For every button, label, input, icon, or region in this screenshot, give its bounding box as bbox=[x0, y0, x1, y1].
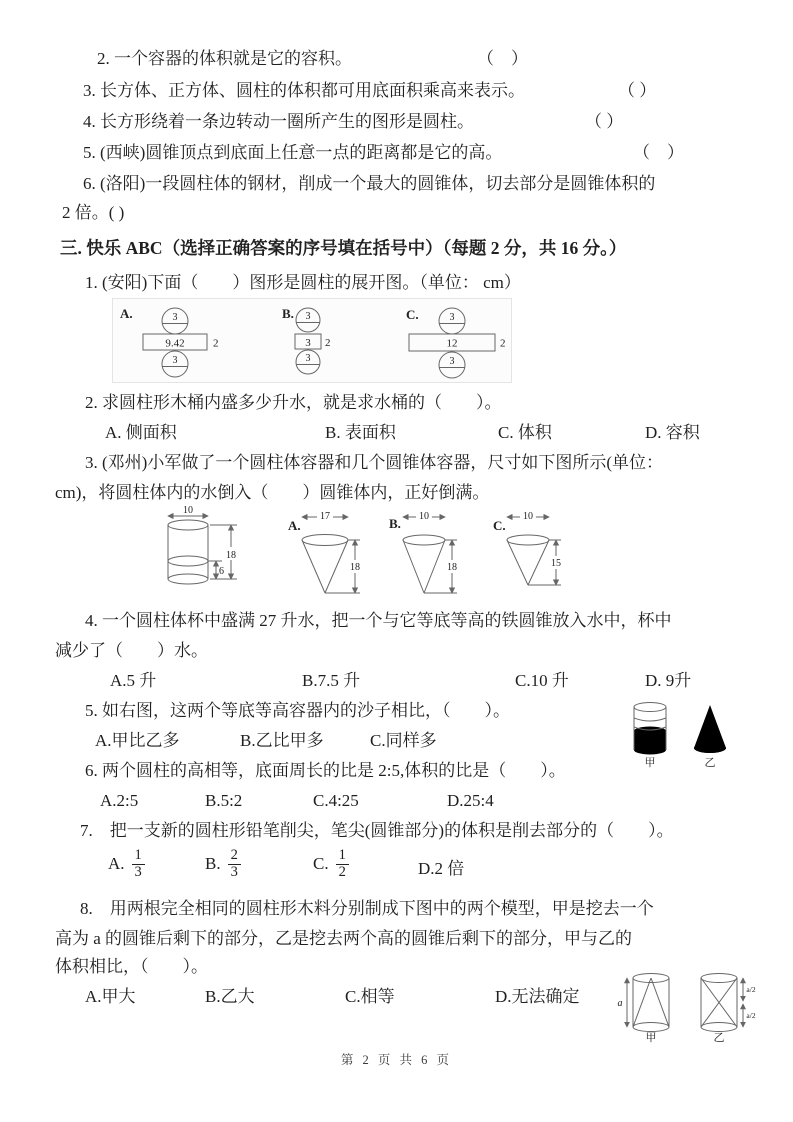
svg-text:3: 3 bbox=[449, 312, 455, 323]
judge-item-6-line1: 6. (洛阳)一段圆柱体的钢材，削成一个最大的圆锥体，切去部分是圆锥体积的 bbox=[83, 174, 656, 193]
q7-option-b bbox=[205, 848, 241, 881]
svg-text:3: 3 bbox=[449, 356, 455, 367]
cylinder-height-label: 18 bbox=[226, 550, 236, 561]
q2-option-a: A. 侧面积 bbox=[105, 423, 177, 442]
cone-option-b bbox=[389, 509, 460, 593]
judge-item-5-answer-bracket: （ ） bbox=[633, 143, 684, 162]
q4-option-d: D. 9升 bbox=[645, 671, 692, 690]
question-8-line1: 8. 用两根完全相同的圆柱形木料分别制成下图中的两个模型，甲是挖去一个 bbox=[80, 899, 654, 918]
q6-option-a: A.2:5 bbox=[100, 791, 139, 810]
q4-option-b: B.7.5 升 bbox=[302, 671, 361, 690]
cylinder-diameter-label: 10 bbox=[183, 505, 193, 516]
q5-sand-containers-figure bbox=[628, 698, 740, 780]
svg-text:3: 3 bbox=[172, 312, 178, 323]
question-2-text: 2. 求圆柱形木桶内盛多少升水，就是求水桶的（ ）。 bbox=[85, 393, 502, 412]
sand-cylinder-jia bbox=[634, 703, 666, 770]
yi-label: 乙 bbox=[713, 1032, 725, 1044]
yi-label: 乙 bbox=[704, 757, 716, 769]
q5-option-b: B.乙比甲多 bbox=[240, 731, 324, 750]
q8-option-b: B.乙大 bbox=[205, 987, 255, 1006]
svg-text:17: 17 bbox=[320, 511, 330, 522]
judge-item-3-answer-bracket: （ ） bbox=[618, 81, 657, 100]
question-3-line1: 3. (邓州)小军做了一个圆柱体容器和几个圆锥体容器，尺寸如下图所示(单位： bbox=[85, 453, 663, 472]
model-jia bbox=[618, 974, 670, 1045]
q8-option-c: C.相等 bbox=[345, 987, 395, 1006]
svg-text:12: 12 bbox=[446, 337, 458, 350]
svg-text:B.: B. bbox=[282, 306, 294, 321]
q7-option-a bbox=[108, 848, 145, 881]
q4-option-c: C.10 升 bbox=[515, 671, 569, 690]
question-3-line2: cm)，将圆柱体内的水倒入（ ）圆锥体内，正好倒满。 bbox=[55, 483, 490, 502]
half-height-label-1: a/2 bbox=[746, 985, 756, 994]
fraction: $\frac{2}{3}$ bbox=[228, 848, 241, 881]
q5-option-c: C.同样多 bbox=[370, 731, 437, 750]
section-heading: 三. 快乐 ABC（选择正确答案的序号填在括号中）（每题 2 分，共 16 分。） bbox=[60, 238, 627, 258]
svg-text:3: 3 bbox=[305, 337, 311, 349]
svg-text:B.: B. bbox=[389, 516, 401, 531]
q7-option-c bbox=[313, 848, 349, 881]
q8-option-d: D.无法确定 bbox=[495, 987, 580, 1006]
page-number: 第 2 页 共 6 页 bbox=[340, 1053, 453, 1067]
q4-option-a: A.5 升 bbox=[110, 671, 157, 690]
question-7-text: 7. 把一支新的圆柱形铅笔削尖，笔尖(圆锥部分)的体积是削去部分的（ ）。 bbox=[80, 821, 674, 840]
svg-text:A.: A. bbox=[288, 518, 301, 533]
judge-item-3: 3. 长方体、正方体、圆柱的体积都可用底面积乘高来表示。 bbox=[83, 81, 525, 100]
q7-option-a-label: A. bbox=[108, 854, 125, 874]
q6-option-c: C.4:25 bbox=[313, 791, 359, 810]
svg-text:2: 2 bbox=[325, 337, 331, 349]
judge-item-6-line2: 2 倍。( ) bbox=[62, 203, 125, 222]
svg-text:2: 2 bbox=[213, 337, 219, 350]
q5-option-a: A.甲比乙多 bbox=[95, 731, 180, 750]
svg-text:2: 2 bbox=[500, 337, 506, 350]
svg-text:C.: C. bbox=[493, 518, 506, 533]
q3-cylinder-cones-figure bbox=[158, 503, 588, 603]
question-8-line3: 体积相比，（ ）。 bbox=[55, 957, 208, 976]
q2-option-d: D. 容积 bbox=[645, 423, 700, 442]
cone-option-c bbox=[493, 509, 564, 585]
svg-text:18: 18 bbox=[350, 562, 360, 573]
svg-text:15: 15 bbox=[551, 558, 561, 569]
svg-text:18: 18 bbox=[447, 562, 457, 573]
jia-label: 甲 bbox=[644, 757, 656, 769]
fraction: $\frac{1}{3}$ bbox=[132, 848, 145, 881]
model-yi bbox=[701, 974, 756, 1045]
svg-text:3: 3 bbox=[305, 353, 311, 364]
svg-text:10: 10 bbox=[523, 511, 533, 522]
sand-cone-yi bbox=[694, 705, 726, 769]
measured-cylinder bbox=[168, 505, 239, 584]
svg-text:3: 3 bbox=[172, 355, 178, 366]
q7-option-c-label: C. bbox=[313, 854, 329, 874]
jia-label: 甲 bbox=[645, 1032, 657, 1044]
half-height-label-2: a/2 bbox=[746, 1011, 756, 1020]
q1-cylinder-nets-figure bbox=[112, 298, 512, 383]
judge-item-4: 4. 长方形绕着一条边转动一圈所产生的图形是圆柱。 bbox=[83, 112, 474, 131]
svg-text:9.42: 9.42 bbox=[165, 337, 185, 350]
svg-text:C.: C. bbox=[406, 307, 419, 322]
question-4-line2: 减少了（ ）水。 bbox=[55, 641, 208, 660]
cylinder-water-label: 6 bbox=[219, 566, 224, 577]
q7-option-b-label: B. bbox=[205, 854, 221, 874]
question-6-text: 6. 两个圆柱的高相等，底面周长的比是 2:5,体积的比是（ ）。 bbox=[85, 761, 566, 780]
q7-option-d: D.2 倍 bbox=[418, 859, 465, 878]
svg-text:3: 3 bbox=[305, 311, 311, 322]
svg-text:10: 10 bbox=[419, 511, 429, 522]
svg-text:A.: A. bbox=[120, 306, 133, 321]
height-a-label: a bbox=[617, 998, 623, 1009]
q8-option-a: A.甲大 bbox=[85, 987, 136, 1006]
question-5-text: 5. 如右图，这两个等底等高容器内的沙子相比，（ ）。 bbox=[85, 701, 510, 720]
fraction: $\frac{1}{2}$ bbox=[336, 848, 349, 881]
judge-item-5: 5. (西峡)圆锥顶点到底面上任意一点的距离都是它的高。 bbox=[83, 143, 503, 162]
question-4-line1: 4. 一个圆柱体杯中盛满 27 升水，把一个与它等底等高的铁圆锥放入水中，杯中 bbox=[85, 611, 672, 630]
judge-item-2-answer-bracket: （ ） bbox=[477, 49, 528, 68]
q6-option-d: D.25:4 bbox=[447, 791, 494, 810]
q8-models-figure bbox=[616, 958, 758, 1044]
cone-option-a bbox=[288, 509, 363, 593]
q2-option-b: B. 表面积 bbox=[325, 423, 396, 442]
question-8-line2: 高为 a 的圆锥后剩下的部分，乙是挖去两个高的圆锥后剩下的部分，甲与乙的 bbox=[55, 929, 633, 948]
judge-item-2: 2. 一个容器的体积就是它的容积。 bbox=[97, 49, 352, 68]
q6-option-b: B.5:2 bbox=[205, 791, 243, 810]
q2-option-c: C. 体积 bbox=[498, 423, 552, 442]
question-1-text: 1. (安阳)下面（ ）图形是圆柱的展开图。（单位： cm） bbox=[85, 273, 521, 292]
judge-item-4-answer-bracket: （ ） bbox=[585, 112, 624, 131]
